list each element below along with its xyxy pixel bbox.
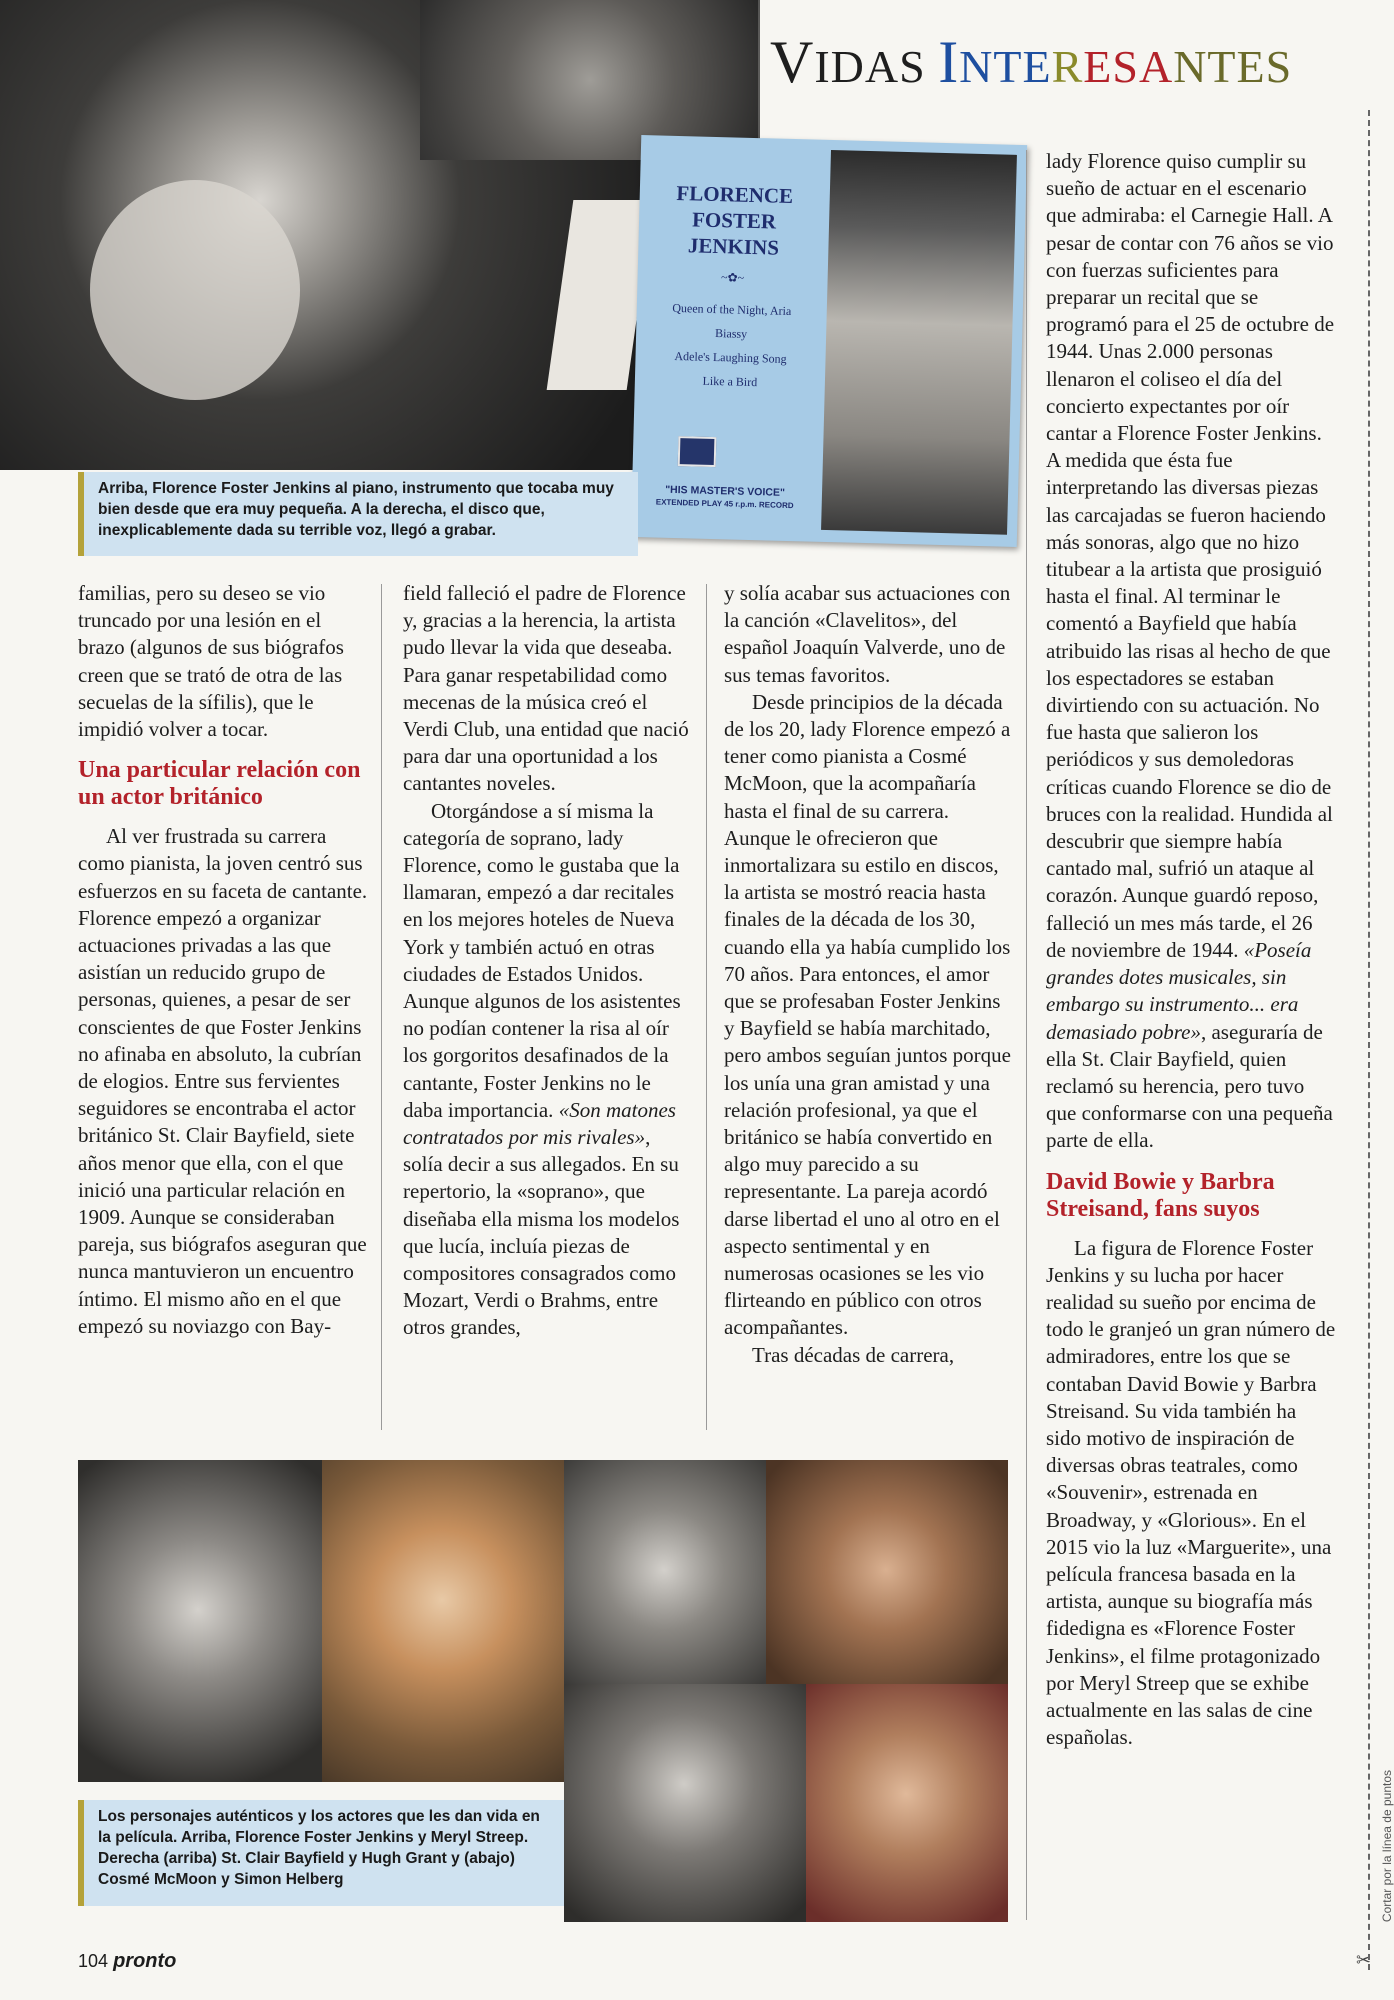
column-3 <box>724 580 1014 1369</box>
record-logo-icon <box>678 436 717 467</box>
col4-paragraph-1: lady Florence quiso cumplir su sueño de actuar en el escenario que admiraba: el Carnegie Hall. A pesar de contar con 76 años se vio con fuerzas suficientes para preparar un recital que se programó para el 25 de octubre de 1944. Unas 2.000 personas llenaron el coliseo el día del concierto expectantes por oír cantar a Florence Foster Jenkins. A medida que ésta fue interpretando las diversas piezas las carcajadas se fueron haciendo más sonoras, algo que no hizo titubear a la artista que prosiguió hasta el final. Al terminar le comentó a Bayfield que había atribuido las risas al hecho de que los espectadores se estaban divirtiendo con su actuación. No fue hasta que salieron los periódicos y sus demoledoras críticas cuando Florence se dio de bruces con la realidad. Hundida al descubrir que siempre había cantado mal, sufrió un ataque al corazón. Aunque guardó reposo, falleció un mes más tarde, el 26 de noviembre de 1944. «Poseía grandes dotes musicales, sin embargo su instrumento... era demasiado pobre», aseguraría de ella St. Clair Bayfield, quien reclamó su herencia, pero tuvo que conformarse con una pequeña parte de ella. <box>1046 149 1335 1153</box>
subheading-bowie: David Bowie y Barbra Streisand, fans suyos <box>1046 1168 1275 1222</box>
photo-meryl-streep <box>322 1460 564 1782</box>
col4-paragraph-2: La figura de Florence Foster Jenkins y su lucha por hacer realidad su sueño por encima de todo le granjeó un gran número de admiradores, entre los que se contaban David Bowie y Barbra Streisand. Su vida también ha sido motivo de inspiración de diversas obras teatrales, como «Souvenir», estrenada en Broadway, y «Glorious». En el 2015 vio la luz «Marguerite», una película francesa basada en la artista, aunque su biografía más fidedigna es «Florence Foster Jenkins», el filme protagonizado por Meryl Streep que se exhibe actualmente en las salas de cine españolas. <box>1046 1235 1336 1750</box>
record-sleeve <box>631 135 1027 547</box>
col1-paragraph-1: familias, pero su deseo se vio truncado por una lesión en el brazo (algunos de sus biógrafos creen que se trató de otra de las secuelas de la sífilis), que le impidió volver a tocar. <box>78 581 344 742</box>
cut-line-note: Cortar por la línea de puntos <box>1380 1770 1394 1923</box>
record-label-sub: EXTENDED PLAY 45 r.p.m. RECORD <box>655 497 794 511</box>
photo-cosme-mcmoon <box>564 1684 806 1922</box>
col1-paragraph-2: Al ver frustrada su carrera como pianista, la joven centró sus esfuerzos en su faceta de cantante. Florence empezó a organizar actuaciones privadas a las que asistían un reducido grupo de personas, quienes, a pesar de ser conscientes de que Foster Jenkins no afinaba en absoluto, la cubrían de elogios. Entre sus fervientes seguidores se encontraba el actor británico St. Clair Bayfield, siete años menor que ella, con el que inició una particular relación en 1909. Aunque se consideraban pareja, sus biógrafos aseguran que nunca mantuvieron un encuentro íntimo. El mismo año en el que empezó su noviazgo con Bay- <box>78 824 368 1338</box>
title-v: V <box>770 29 815 95</box>
page-number: 104 <box>78 1951 109 1971</box>
title-i: I <box>938 29 960 95</box>
subheading-relacion: Una particular relación con un actor británico <box>78 757 361 811</box>
column-4 <box>1046 148 1336 1751</box>
page-footer <box>78 1950 176 1973</box>
column-divider-3 <box>1026 150 1027 1920</box>
record-label-brand: "HIS MASTER'S VOICE" <box>664 483 786 499</box>
title-nteresantes: NTERESANTES <box>959 41 1293 92</box>
column-divider-2 <box>706 584 707 1430</box>
scissors-icon: ✂ <box>1356 1950 1372 1970</box>
col3-paragraph-2: Desde principios de la década de los 20, lady Florence empezó a tener como pianista a Cosmé McMoon, que la acompañaría hasta el final de su carrera. Aunque le ofrecieron que inmortalizara su estilo en discos, la artista se mostró reacia hasta finales de la década de los 30, cuando ella ya había cumplido los 70 años. Para entonces, el amor que se profesaban Foster Jenkins y Bayfield se había marchitado, pero ambos seguían juntos porque los unía una gran amistad y una relación profesional, ya que el británico se había convertido en algo muy parecido a su representante. La pareja acordó darse libertad el uno al otro en el aspecto sentimental y en numerosas ocasiones se les vio flirteando en público con otros acompañantes. <box>724 689 1011 1340</box>
col2-paragraph-1: field falleció el padre de Florence y, gracias a la herencia, la artista pudo llevar la vida que deseaba. Para ganar respetabilidad como mecenas de la música creó el Verdi Club, una entidad que nació para dar una oportunidad a los cantantes noveles. <box>403 581 689 796</box>
caption-top: Arriba, Florence Foster Jenkins al piano, instrumento que tocaba muy bien desde que era muy pequeña. A la derecha, el disco que, inexplicablemente dada su terrible voz, llegó a grabar. <box>78 472 638 556</box>
column-1 <box>78 580 368 1340</box>
photo-st-clair-bayfield <box>564 1460 766 1684</box>
photo-feather-boa <box>90 180 300 400</box>
photo-simon-helberg <box>806 1684 1008 1922</box>
col2-paragraph-2: Otorgándose a sí misma la categoría de soprano, lady Florence, como le gustaba que la llamaran, empezó a dar recitales en los mejores hoteles de Nueva York y también actuó en otras ciudades de Estados Unidos. Aunque algunos de los asistentes no podían contener la risa al oír los gorgoritos desafinados de la cantante, Foster Jenkins no le daba importancia. «Son matones contratados por mis rivales», solía decir a sus allegados. En su repertorio, la «soprano», que diseñaba ella misma los modelos que lucía, incluía piezas de compositores consagrados como Mozart, Verdi o Brahms, entre otros grandes, <box>403 798 681 1340</box>
column-divider-1 <box>381 584 382 1430</box>
section-title <box>770 28 1370 97</box>
record-title: FLORENCE FOSTER JENKINS <box>676 180 794 260</box>
dotted-cut-line <box>1368 110 1370 1970</box>
record-photo-angel <box>821 150 1017 535</box>
col3-paragraph-1: y solía acabar sus actuaciones con la canción «Clavelitos», del español Joaquín Valverde, uno de sus temas favoritos. <box>724 581 1011 687</box>
caption-bottom: Los personajes auténticos y los actores que les dan vida en la película. Arriba, Florence Foster Jenkins y Meryl Streep. Derecha (arriba) St. Clair Bayfield y Hugh Grant y (abajo) Cosmé McMoon y Simon Helberg <box>78 1800 564 1906</box>
record-ornament: ~✿~ <box>720 270 745 285</box>
column-2 <box>403 580 693 1342</box>
magazine-name: pronto <box>113 1950 177 1972</box>
title-idas: IDAS <box>814 41 939 92</box>
col3-paragraph-3: Tras décadas de carrera, <box>752 1342 955 1367</box>
record-tracks: Queen of the Night, Aria Biassy Adele's Laughing Song Like a Bird <box>672 300 792 390</box>
photo-hugh-grant <box>766 1460 1008 1684</box>
photo-florence-portrait <box>78 1460 322 1782</box>
